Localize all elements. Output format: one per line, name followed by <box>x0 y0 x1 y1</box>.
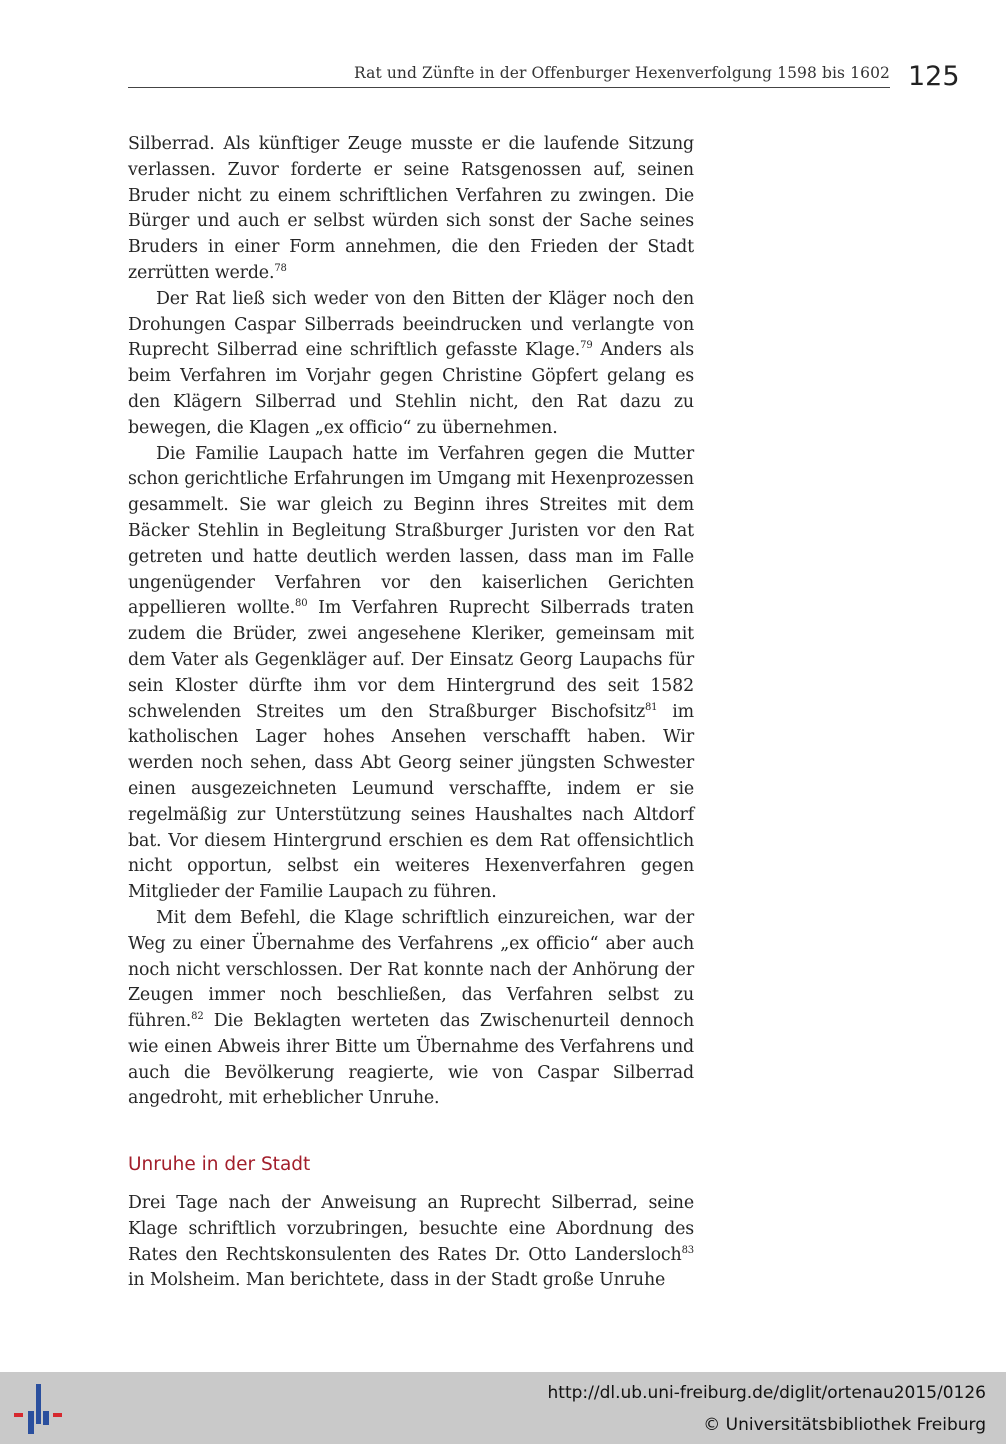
body-text <box>128 132 694 1112</box>
running-head: Rat und Zünfte in der Offenburger Hexenverfolgung 1598 bis 1602 <box>354 64 890 82</box>
footer-url-link[interactable]: http://dl.ub.uni-freiburg.de/diglit/ortenau2015/0126 <box>547 1383 986 1403</box>
paragraph-4: Mit dem Befehl, die Klage schriftlich einzureichen, war der Weg zu einer Übernahme des Verfahrens „ex officio“ aber auch noch nicht verschlossen. Der Rat konnte nach der Anhörung der Zeugen immer noch beschließen, das Verfahren selbst zu führen.$^{82}$ Die Beklagten werteten das Zwischenurteil dennoch wie einen Abweis ihrer Bitte um Übernahme des Verfahrens und auch die Bevölkerung reagierte, wie von Caspar Silberrad angedroht, mit erheblicher Unruhe. <box>128 907 694 1109</box>
page-number: 125 <box>908 61 960 92</box>
header-rule <box>128 87 890 88</box>
footnote-ref-80[interactable]: 80 <box>294 598 308 610</box>
ub-freiburg-logo-icon <box>14 1384 62 1434</box>
footnote-ref-83[interactable]: 83 <box>681 1244 694 1256</box>
section-body-text <box>128 1191 694 1294</box>
paragraph-3: Die Familie Laupach hatte im Verfahren gegen die Mutter schon gerichtliche Erfahrungen im Umgang mit Hexenprozessen gesammelt. Sie war gleich zu Beginn ihres Streites mit dem Bäcker Stehlin in Begleitung Straßburger Juristen vor den Rat getreten und hatte deutlich werden lassen, dass man im Falle ungenügender Verfahren vor den kaiserlichen Gerichten appellieren wollte.$^{80}$ Im Verfahren Ruprecht Silberrads traten zudem die Brüder, zwei angesehene Kleriker, gemeinsam mit dem Vater als Gegenkläger auf. Der Einsatz Georg Laupachs für sein Kloster dürfte ihm vor dem Hintergrund des seit 1582 schwelenden Streites um den Straßburger Bischofsitz$^{81}$ im katholischen Lager hohes Ansehen verschafft haben. Wir werden noch sehen, dass Abt Georg seiner jüngsten Schwester einen ausgezeichneten Leumund verschaffte, indem er sie regelmäßig zur Unterstützung seines Haushaltes nach Altdorf bat. Vor diesem Hintergrund erschien es dem Rat offensichtlich nicht opportun, selbst ein weiteres Hexenverfahren gegen Mitglieder der Familie Laupach zu führen. <box>128 443 694 903</box>
paragraph-2: Der Rat ließ sich weder von den Bitten der Kläger noch den Drohungen Caspar Silberrads beeindrucken und verlangte von Ruprecht Silberrad eine schriftlich gefasste Klage.$^{79}$ Anders als beim Verfahren im Vorjahr gegen Christine Göpfert gelang es den Klägern Silberrad und Stehlin nicht, den Rat dazu zu bewegen, die Klagen „ex officio“ zu übernehmen. <box>128 288 694 438</box>
paragraph-1: Silberrad. Als künftiger Zeuge musste er die laufende Sitzung verlassen. Zuvor forderte er seine Ratsgenossen auf, seinen Bruder nicht zu einem schriftlichen Verfahren zu zwingen. Die Bürger und auch er selbst würden sich sonst der Sache seines Bruders in einer Form annehmen, die den Frieden der Stadt zerrütten werde.$^{78}$ <box>128 134 694 283</box>
footnote-ref-81[interactable]: 81 <box>644 701 658 713</box>
footer-bar <box>0 1372 1006 1444</box>
footnote-ref-82[interactable]: 82 <box>191 1011 204 1023</box>
footer-copyright: © Universitätsbibliothek Freiburg <box>703 1415 986 1435</box>
footnote-ref-78[interactable]: 78 <box>274 262 287 274</box>
footnote-ref-79[interactable]: 79 <box>580 340 593 352</box>
section-heading: Unruhe in der Stadt <box>128 1154 311 1175</box>
paragraph-5: Drei Tage nach der Anweisung an Ruprecht Silberrad, seine Klage schriftlich vorzubringen, besuchte eine Abordnung des Rates den Rechtskonsulenten des Rates Dr. Otto Landersloch$^{83}$ in Molsheim. Man berichtete, dass in der Stadt große Unruhe <box>128 1193 694 1291</box>
